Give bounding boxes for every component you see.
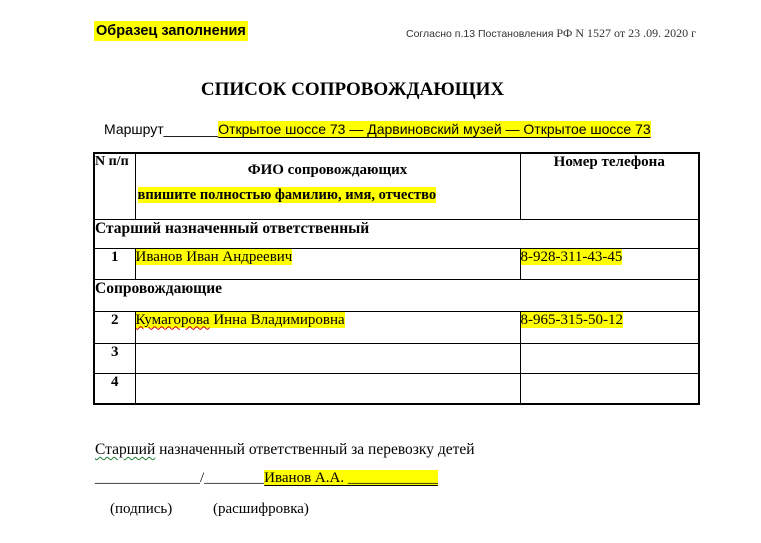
row-phone <box>520 343 699 373</box>
regulation-reference <box>406 24 696 42</box>
table-row <box>94 373 699 404</box>
decode-caption: (расшифровка) <box>213 501 309 517</box>
signature-blank: ________ <box>204 470 265 486</box>
route-blank: _______ <box>163 121 219 137</box>
section-row-senior <box>94 219 699 248</box>
row-phone <box>520 248 699 279</box>
header-phone: Номер телефона <box>520 153 699 219</box>
header-fio <box>135 153 520 219</box>
section-row-escorts <box>94 279 699 311</box>
row-name <box>135 373 520 404</box>
regulation-prefix: Согласно п.13 Постановления <box>406 28 557 40</box>
row-name-text <box>136 312 345 328</box>
header-fio-title: ФИО сопровождающих <box>247 162 408 178</box>
table-row <box>94 248 699 279</box>
signature-caption: (подпись) <box>110 501 173 517</box>
responsible-line <box>95 441 475 459</box>
signature-name-highlight <box>264 470 438 486</box>
misspelled-word: Кумагорова <box>135 311 210 328</box>
page-title: СПИСОК СОПРОВОЖДАЮЩИХ <box>200 79 505 100</box>
header-fio-hint <box>138 187 520 204</box>
row-phone-text: 8-928-311-43-45 <box>520 248 623 265</box>
signature-blank: ____________ <box>344 470 438 486</box>
route-label: Маршрут <box>104 121 164 137</box>
row-number: 4 <box>94 373 135 404</box>
responsible-rest: назначенный ответственный за перевозку детей <box>155 441 475 458</box>
row-name <box>135 311 520 343</box>
signature-line <box>95 468 438 488</box>
escorts-table <box>93 152 700 405</box>
grammar-flagged-word: Старший <box>95 441 156 458</box>
row-phone <box>520 373 699 404</box>
signature-name: Иванов А.А. <box>264 470 345 486</box>
row-phone-text: 8-965-315-50-12 <box>520 311 623 328</box>
row-name <box>135 248 520 279</box>
row-name <box>135 343 520 373</box>
sample-fill-label: Образец заполнения <box>96 23 246 39</box>
header-fio-hint-text: впишите полностью фамилию, имя, отчество <box>137 187 437 203</box>
signature-blank: ______________ <box>95 470 200 486</box>
table-header-row <box>94 153 699 219</box>
section-label-escorts: Сопровождающие <box>94 279 699 311</box>
table-row <box>94 311 699 343</box>
route-value: Открытое шоссе 73 — Дарвиновский музей — Открытое шоссе 73 <box>218 121 651 137</box>
regulation-number: РФ N 1527 от 23 .09. 2020 г <box>556 26 696 40</box>
table-row <box>94 343 699 373</box>
route-line <box>104 119 651 139</box>
signature-slash: / <box>200 470 205 486</box>
row-name-text: Иванов Иван Андреевич <box>135 248 293 265</box>
row-name-rest: Инна Владимировна <box>209 311 345 328</box>
row-number: 1 <box>94 248 135 279</box>
section-label-senior: Старший назначенный ответственный <box>94 219 699 248</box>
row-phone <box>520 311 699 343</box>
row-number: 2 <box>94 311 135 343</box>
header-num: N п/п <box>94 153 135 219</box>
row-number: 3 <box>94 343 135 373</box>
